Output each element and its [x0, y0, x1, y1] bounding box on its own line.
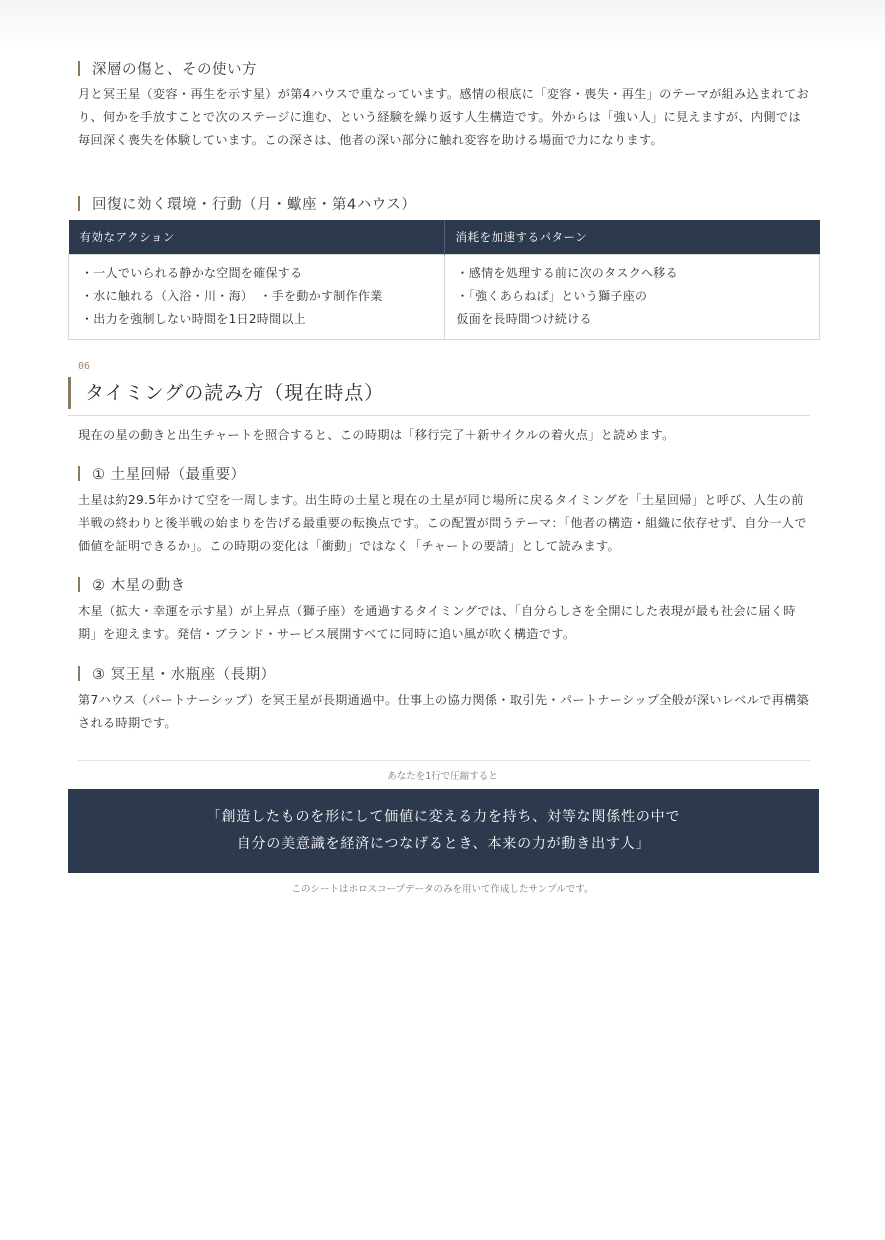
col-drain-header: 消耗を加速するパターン: [444, 220, 820, 255]
wound-heading-text: 深層の傷と、その使い方: [92, 62, 257, 78]
drain-cell: [444, 255, 820, 340]
pluto-body: 第7ハウス（パートナーシップ）を冥王星が長期通過中。仕事上の協力関係・取引先・パートナーシップ全般が深いレベルで再構築される時期です。: [78, 693, 810, 730]
effective-item: ・一人でいられる静かな空間を確保する: [81, 266, 303, 280]
section-intro: 現在の星の動きと出生チャートを照合すると、この時期は「移行完了＋新サイクルの着火点」と読めます。: [78, 428, 675, 442]
drain-item: ・「強くあらねば」という獅子座の: [456, 289, 648, 303]
summary-box: [68, 789, 819, 873]
section-number: 06: [78, 361, 91, 372]
col-effective-header: 有効なアクション: [69, 220, 445, 255]
drain-item: 仮面を長時間つけ続ける: [456, 312, 592, 326]
pluto-heading: [78, 663, 276, 684]
recovery-heading: [78, 193, 416, 214]
jupiter-heading: [78, 574, 186, 595]
heading-accent-bar: [78, 577, 80, 592]
section-title: タイミングの読み方（現在時点）: [68, 377, 384, 409]
saturn-heading: [78, 463, 246, 484]
effective-item: ・水に触れる（入浴・川・海） ・手を動かす制作作業: [81, 289, 383, 303]
heading-accent-bar: [78, 61, 80, 76]
section-divider: [68, 415, 810, 416]
summary-divider: [78, 760, 810, 761]
summary-label: あなたを1行で圧縮すると: [387, 771, 498, 782]
effective-cell: [69, 255, 445, 340]
pluto-heading-text: ③ 冥王星・水瓶座（長期）: [92, 667, 276, 683]
heading-accent-bar: [78, 466, 80, 481]
effective-item: ・出力を強制しない時間を1日2時間以上: [81, 312, 306, 326]
summary-line-2: 自分の美意識を経済につなげるとき、本来の力が動き出す人」: [236, 836, 651, 852]
summary-line-1: 「創造したものを形にして価値に変える力を持ち、対等な関係性の中で: [206, 809, 681, 825]
heading-accent-bar: [78, 196, 80, 211]
drain-item: ・感情を処理する前に次のタスクへ移る: [456, 266, 678, 280]
saturn-heading-text: ① 土星回帰（最重要）: [92, 467, 246, 483]
saturn-body: 土星は約29.5年かけて空を一周します。出生時の土星と現在の土星が同じ場所に戻るタイミングを「土星回帰」と呼び、人生の前半戦の終わりと後半戦の始まりを告げる最重要の転換点です。この配置が問うテーマ：「他者の構造・組織に依存せず、自分一人で価値を証明できるか」。この時期の変化は「衝動」ではなく「チャートの要請」として読みます。: [78, 493, 807, 553]
jupiter-body: 木星（拡大・幸運を示す星）が上昇点（獅子座）を通過するタイミングでは、「自分らしさを全開にした表現が最も社会に届く時期」を迎えます。発信・ブランド・サービス展開すべてに同時に追い風が吹く構造です。: [78, 604, 796, 641]
footnote: このシートはホロスコープデータのみを用いて作成したサンプルです。: [291, 884, 594, 895]
wound-body: 月と冥王星（変容・再生を示す星）が第4ハウスで重なっています。感情の根底に「変容・喪失・再生」のテーマが組み込まれており、何かを手放すことで次のステージに進む、という経験を繰り返す人生構造です。外からは「強い人」に見えますが、内側では毎回深く喪失を体験しています。この深さは、他者の深い部分に触れ変容を助ける場面で力になります。: [78, 87, 809, 147]
recovery-table: [68, 220, 820, 340]
wound-heading: [78, 58, 257, 79]
top-shade: [0, 0, 885, 46]
recovery-heading-text: 回復に効く環境・行動（月・蠍座・第4ハウス）: [92, 197, 417, 213]
jupiter-heading-text: ② 木星の動き: [92, 578, 186, 594]
heading-accent-bar: [78, 666, 80, 681]
